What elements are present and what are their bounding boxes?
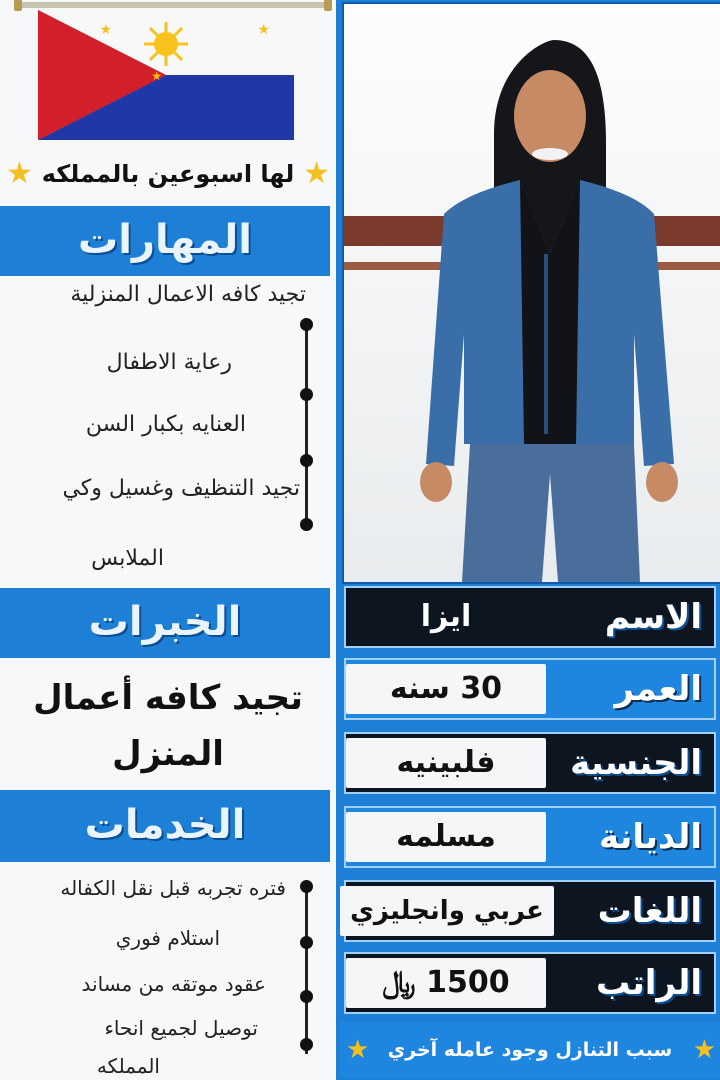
nationality-label: الجنسية xyxy=(570,743,702,783)
experience-heading: الخبرات xyxy=(0,588,330,658)
languages-row xyxy=(344,880,716,942)
star-icon: ★ xyxy=(346,1035,370,1065)
list-item: تجيد كافه الاعمال المنزلية xyxy=(70,282,306,307)
age-label: العمر xyxy=(614,669,702,709)
nationality-value: فلبينيه xyxy=(346,738,546,788)
svg-text:★: ★ xyxy=(151,69,162,83)
tagline-text: لها اسبوعين بالمملكه xyxy=(41,160,295,188)
left-panel xyxy=(0,0,336,1080)
languages-label: اللغات xyxy=(597,891,702,931)
list-item: المملكه xyxy=(96,1054,160,1078)
list-item: الملابس xyxy=(91,546,164,571)
list-item: تجيد التنظيف وغسيل وكي xyxy=(62,476,300,501)
list-item: استلام فوري xyxy=(115,926,220,950)
svg-text:★: ★ xyxy=(99,22,112,38)
svg-text:★: ★ xyxy=(257,22,270,38)
age-value: 30 سنه xyxy=(346,664,546,714)
list-item: رعاية الاطفال xyxy=(106,350,232,375)
list-item: توصيل لجميع انحاء xyxy=(104,1016,258,1040)
tagline xyxy=(0,152,336,196)
star-icon: ★ xyxy=(6,156,33,191)
nationality-row xyxy=(344,732,716,794)
worker-photo xyxy=(342,2,720,584)
age-row xyxy=(344,658,716,720)
experience-line: المنزل xyxy=(112,734,224,774)
religion-row xyxy=(344,806,716,868)
philippines-flag-icon xyxy=(38,10,294,140)
star-icon: ★ xyxy=(303,156,330,191)
religion-label: الديانة xyxy=(599,817,702,857)
experience-text xyxy=(0,670,336,782)
list-item: فتره تجربه قبل نقل الكفاله xyxy=(60,876,286,900)
religion-value: مسلمه xyxy=(346,812,546,862)
flag-rod xyxy=(18,2,328,8)
languages-value: عربي وانجليزي xyxy=(340,886,554,936)
services-heading: الخدمات xyxy=(0,790,330,862)
salary-value: 1500 ﷼ xyxy=(346,958,546,1008)
list-item: العنايه بكبار السن xyxy=(85,412,246,437)
skills-list xyxy=(0,280,336,585)
star-icon: ★ xyxy=(692,1035,716,1065)
skills-heading: المهارات xyxy=(0,206,330,276)
transfer-reason xyxy=(340,1022,720,1078)
services-list xyxy=(0,870,336,1080)
salary-row xyxy=(344,952,716,1014)
transfer-reason-text: سبب التنازل وجود عامله آخري xyxy=(387,1039,673,1061)
name-label: الاسم xyxy=(604,597,702,637)
name-row xyxy=(344,586,716,648)
experience-line: تجيد كافه أعمال xyxy=(33,678,303,718)
list-item: عقود موتقه من مساند xyxy=(81,972,266,996)
name-value: ايزا xyxy=(420,599,472,634)
salary-label: الراتب xyxy=(596,963,702,1003)
